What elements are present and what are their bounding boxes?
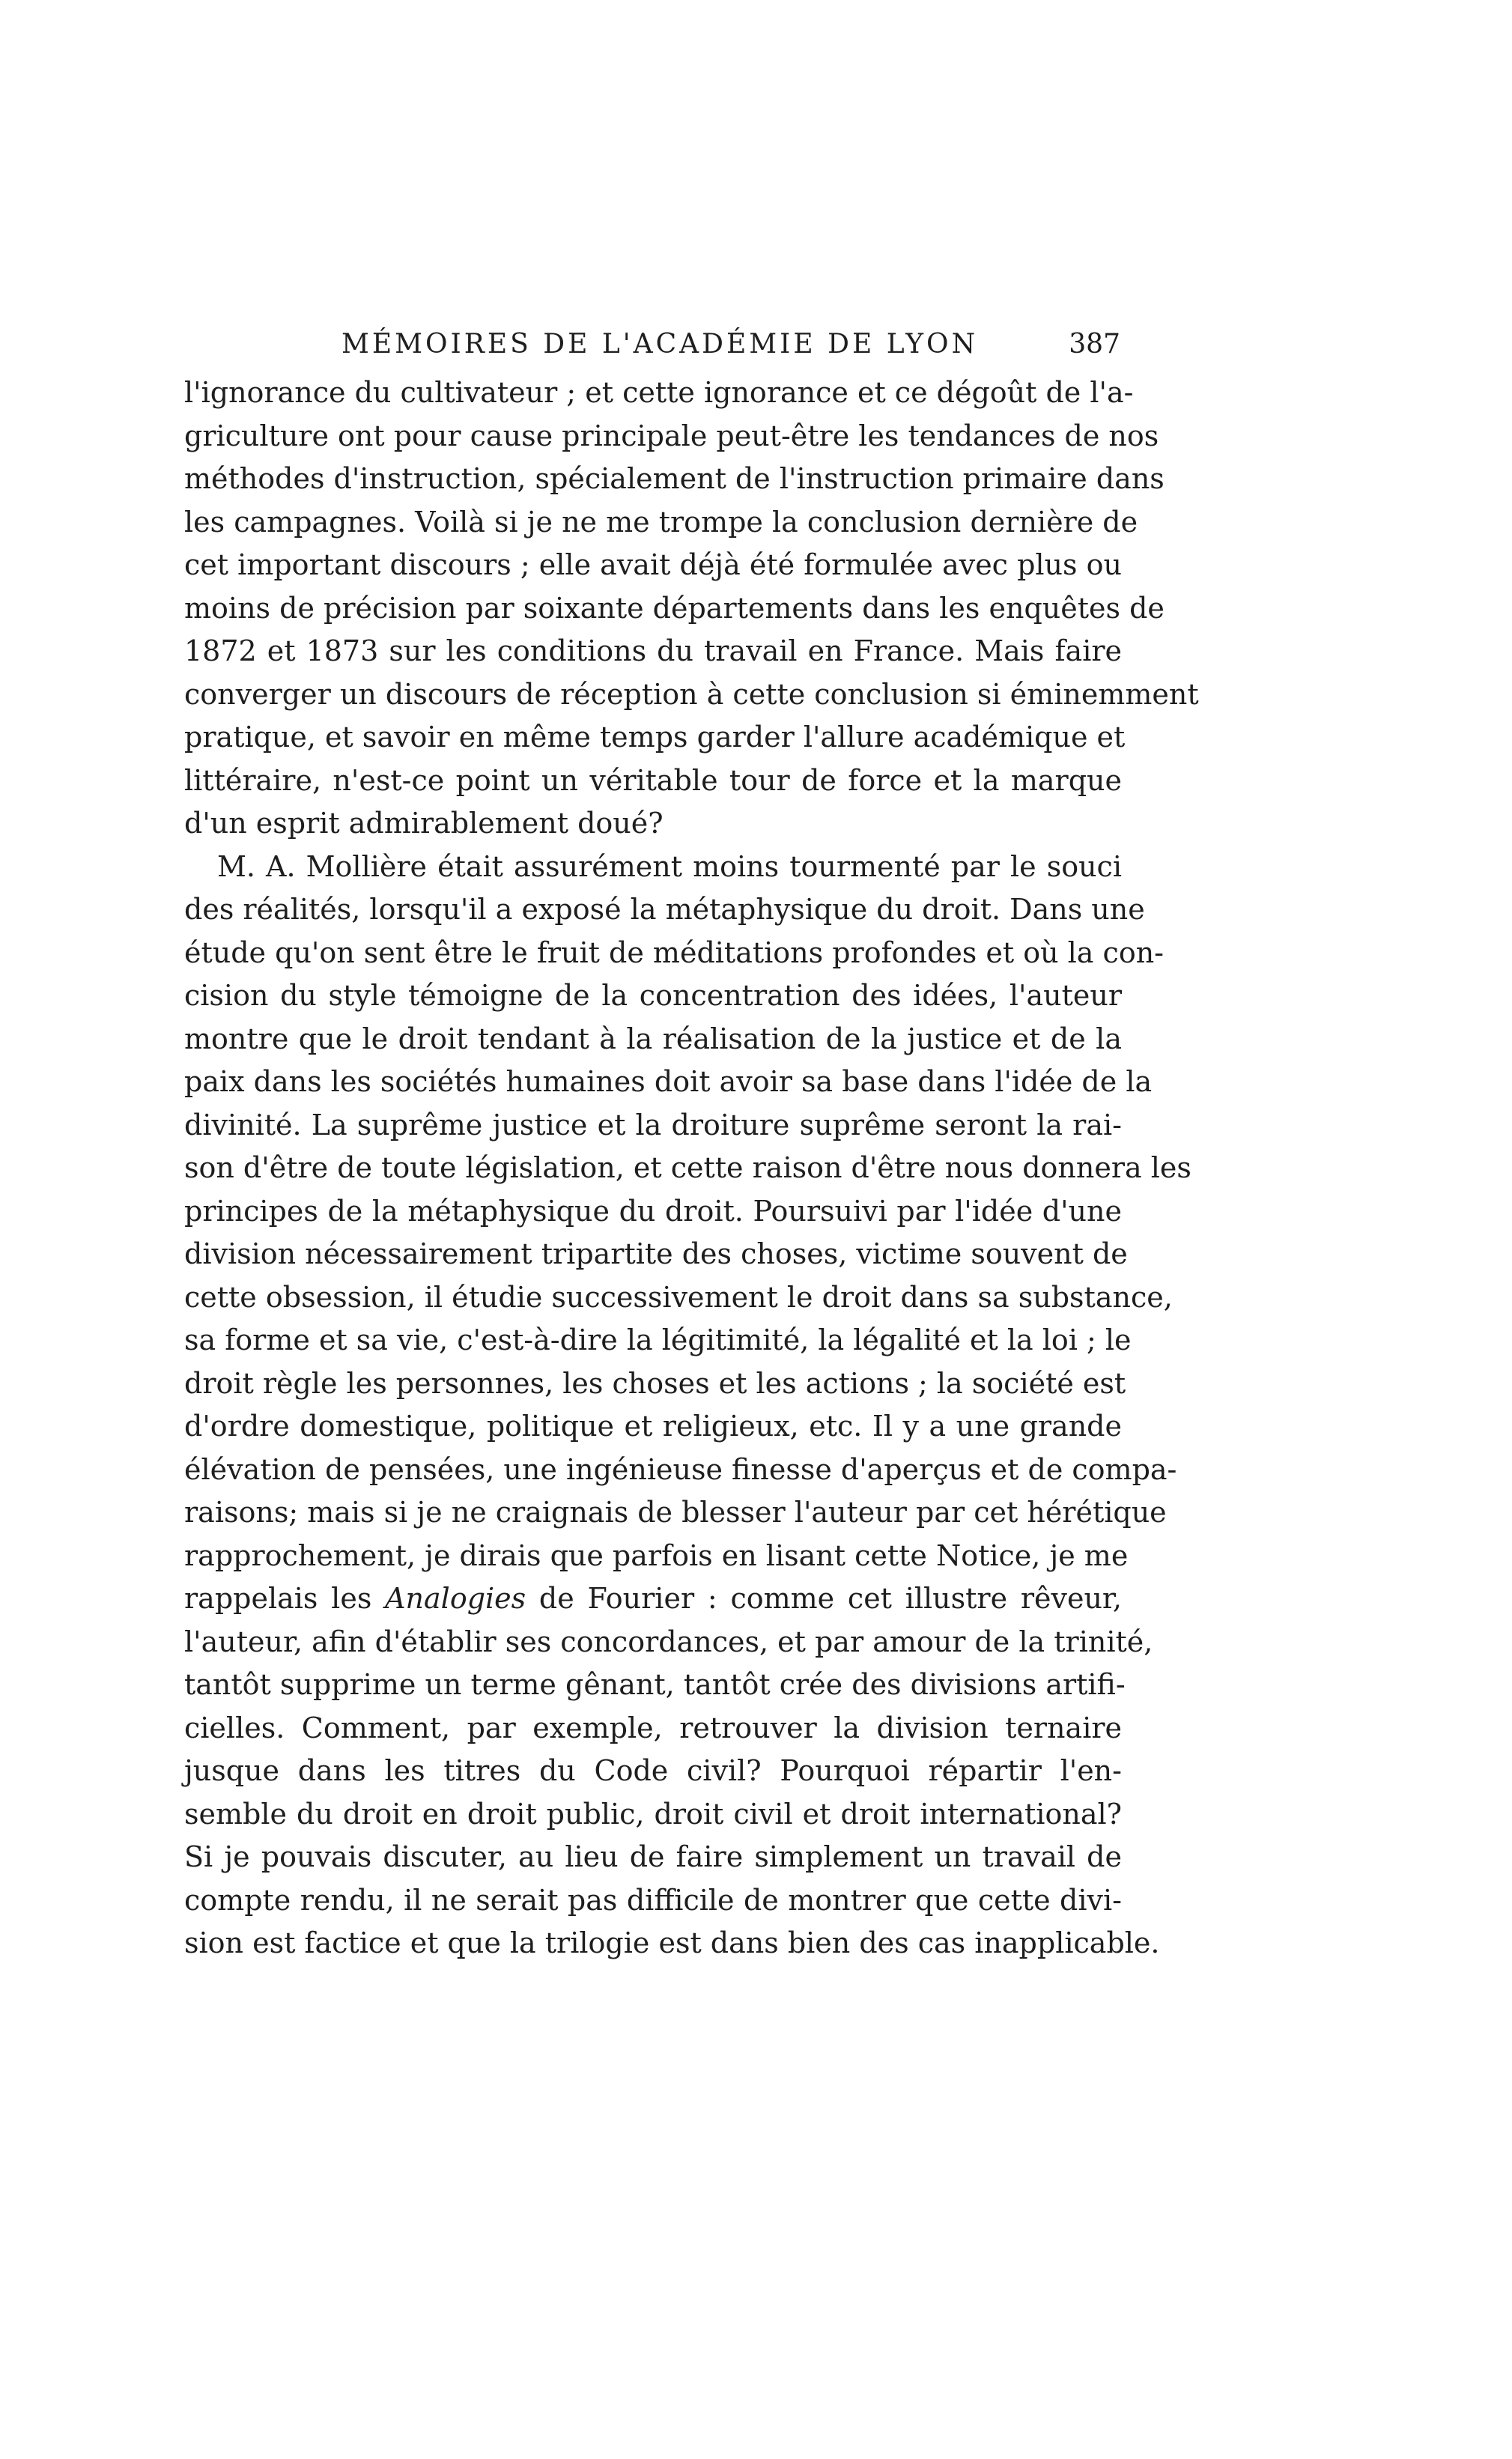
text-line: cielles. Comment, par exemple, retrouver la division ternaire	[184, 1711, 1122, 1744]
text-line: cette obsession, il étudie successivement le droit dans sa substance,	[184, 1280, 1173, 1314]
running-head-title: MÉMOIRES DE L'ACADÉMIE DE LYON	[341, 329, 979, 360]
page-number: 387	[1069, 329, 1120, 360]
text-line: paix dans les sociétés humaines doit avoir sa base dans l'idée de la	[184, 1065, 1153, 1098]
text-line: rapprochement, je dirais que parfois en lisant cette Notice, je me	[184, 1538, 1129, 1572]
text-line: les campagnes. Voilà si je ne me trompe la conclusion dernière de	[184, 505, 1138, 539]
text-line: raisons; mais si je ne craignais de blesser l'auteur par cet hérétique	[184, 1496, 1167, 1529]
text-line: l'ignorance du cultivateur ; et cette ignorance et ce dégoût de l'a-	[184, 376, 1134, 409]
text-line: semble du droit en droit public, droit civil et droit international?	[184, 1797, 1122, 1831]
text-line: principes de la métaphysique du droit. Poursuivi par l'idée d'une	[184, 1194, 1122, 1228]
text-line: division nécessairement tripartite des choses, victime souvent de	[184, 1237, 1128, 1270]
text-line: compte rendu, il ne serait pas difficile de montrer que cette divi-	[184, 1883, 1122, 1917]
text-line: griculture ont pour cause principale peut-être les tendances de nos	[184, 419, 1159, 452]
text-line: 1872 et 1873 sur les conditions du travail en France. Mais faire	[184, 634, 1122, 667]
text-line: cet important discours ; elle avait déjà été formulée avec plus ou	[184, 548, 1122, 581]
text-line: des réalités, lorsqu'il a exposé la métaphysique du droit. Dans une	[184, 893, 1145, 926]
text-line: étude qu'on sent être le fruit de méditations profondes et où la con-	[184, 936, 1165, 969]
paragraph-2	[184, 846, 1191, 1965]
text-line-with-italic	[184, 1577, 1122, 1621]
body-text	[184, 372, 1199, 1965]
text-line: M. A. Mollière était assurément moins tourmenté par le souci	[217, 849, 1122, 883]
paragraph-1	[184, 372, 1199, 846]
text-line: d'un esprit admirablement doué?	[184, 807, 664, 840]
text-line: cision du style témoigne de la concentration des idées, l'auteur	[184, 979, 1122, 1012]
text-line: droit règle les personnes, les choses et les actions ; la société est	[184, 1366, 1126, 1400]
text-line: montre que le droit tendant à la réalisation de la justice et de la	[184, 1022, 1122, 1055]
text-line: élévation de pensées, une ingénieuse finesse d'aperçus et de compa-	[184, 1452, 1177, 1486]
text-line: d'ordre domestique, politique et religieux, etc. Il y a une grande	[184, 1410, 1122, 1443]
text-line: Si je pouvais discuter, au lieu de faire simplement un travail de	[184, 1840, 1122, 1873]
book-page	[184, 322, 1199, 1965]
text-line: moins de précision par soixante départements dans les enquêtes de	[184, 591, 1165, 625]
text-line: jusque dans les titres du Code civil? Pourquoi répartir l'en-	[184, 1754, 1122, 1787]
text-segment: de Fourier : comme cet illustre rêveur,	[526, 1582, 1122, 1615]
text-line: converger un discours de réception à cette conclusion si éminemment	[184, 677, 1199, 711]
text-line: l'auteur, afin d'établir ses concordances, et par amour de la trinité,	[184, 1625, 1153, 1658]
text-line: méthodes d'instruction, spécialement de l'instruction primaire dans	[184, 462, 1165, 495]
text-line: tantôt supprime un terme gênant, tantôt crée des divisions artifi-	[184, 1668, 1126, 1701]
text-line: pratique, et savoir en même temps garder l'allure académique et	[184, 721, 1126, 754]
text-line: sa forme et sa vie, c'est-à-dire la légitimité, la légalité et la loi ; le	[184, 1324, 1132, 1356]
text-segment: rappelais les	[184, 1582, 386, 1615]
text-line: son d'être de toute législation, et cette raison d'être nous donnera les	[184, 1151, 1191, 1184]
italic-title-analogies: Analogies	[385, 1582, 526, 1615]
text-line: divinité. La suprême justice et la droiture suprême seront la rai-	[184, 1108, 1122, 1141]
text-line: littéraire, n'est-ce point un véritable tour de force et la marque	[184, 763, 1122, 797]
running-head	[184, 322, 1122, 367]
text-line: sion est factice et que la trilogie est dans bien des cas inapplicable.	[184, 1926, 1160, 1959]
